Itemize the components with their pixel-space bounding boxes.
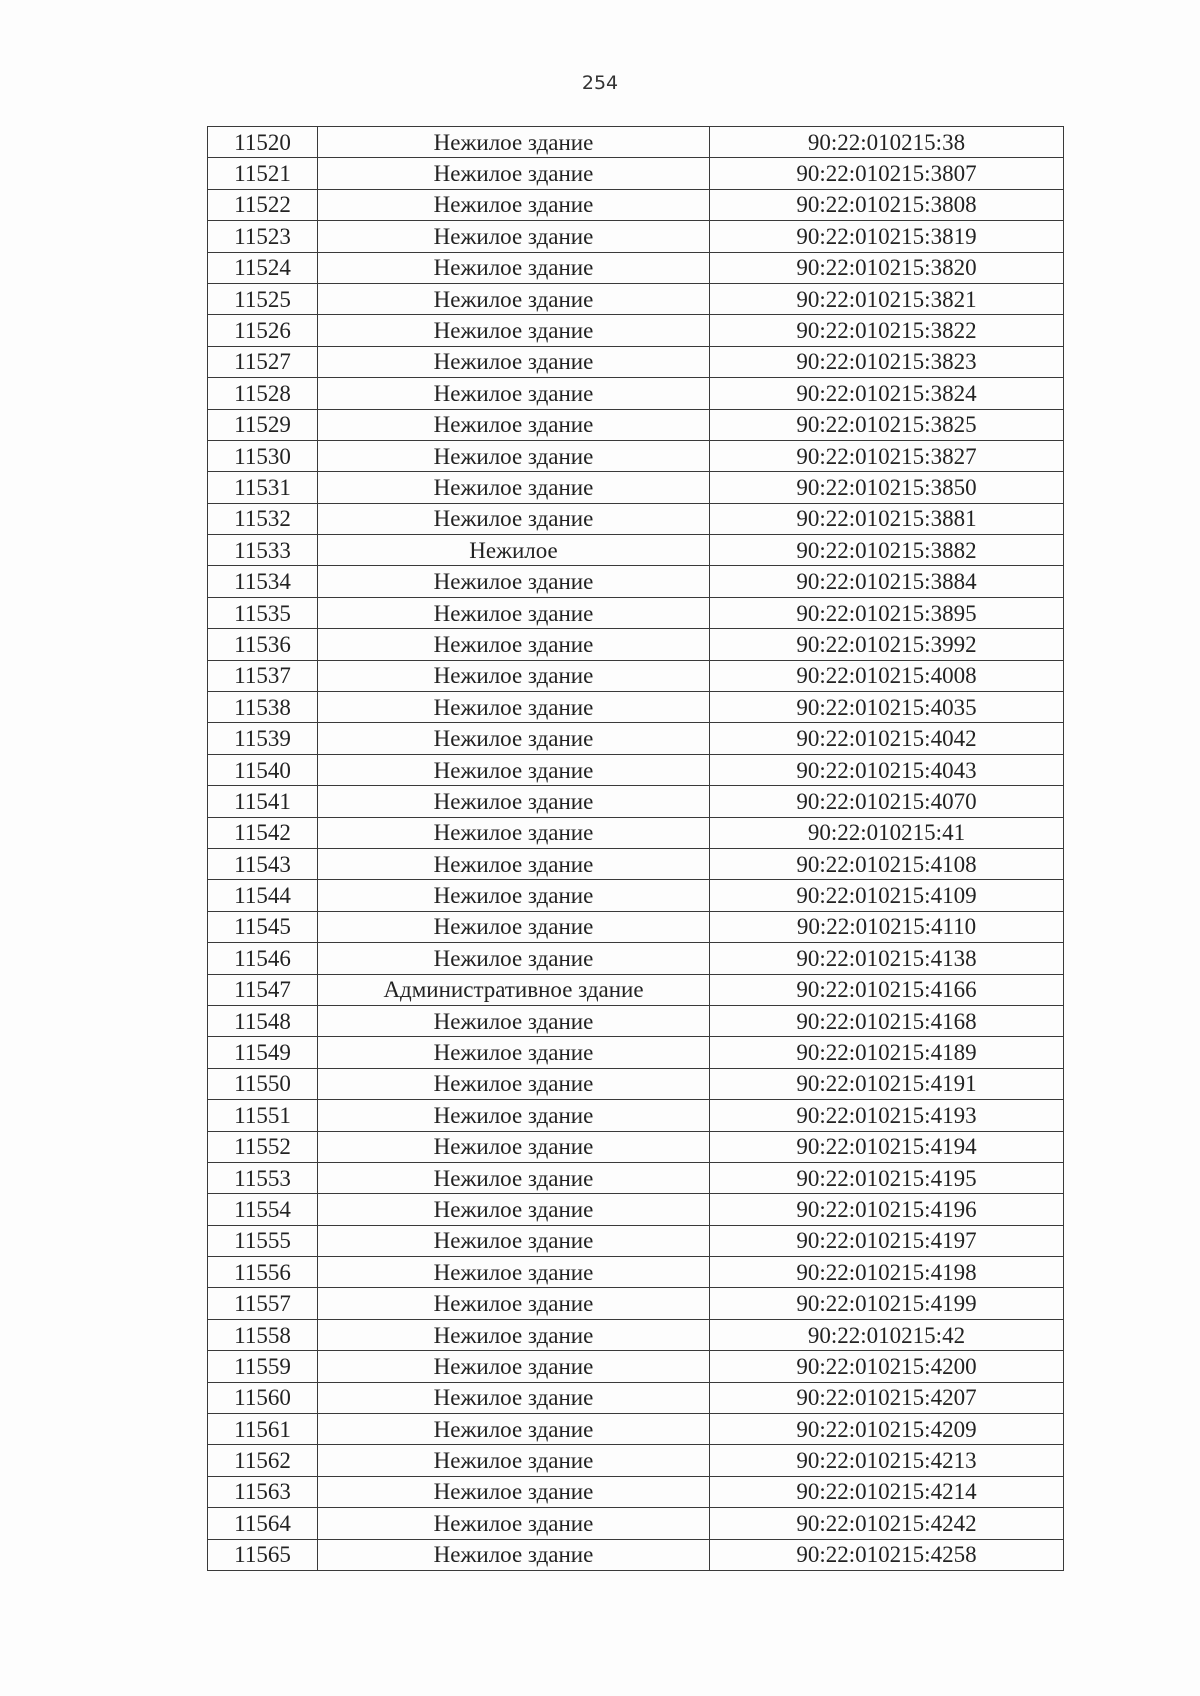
- table-row: [208, 252, 1064, 283]
- row-number-cell: 11551: [208, 1100, 318, 1131]
- table-row: [208, 315, 1064, 346]
- object-name-cell: Нежилое здание: [318, 1037, 710, 1068]
- object-name-cell: Нежилое здание: [318, 346, 710, 377]
- cadastral-number-cell: 90:22:010215:3821: [710, 283, 1064, 314]
- cadastral-number-cell: 90:22:010215:3850: [710, 472, 1064, 503]
- cadastral-number-cell: 90:22:010215:3882: [710, 535, 1064, 566]
- table-row: [208, 378, 1064, 409]
- object-name-cell: Нежилое здание: [318, 252, 710, 283]
- row-number-cell: 11522: [208, 189, 318, 220]
- object-name-cell: Административное здание: [318, 974, 710, 1005]
- row-number-cell: 11553: [208, 1162, 318, 1193]
- cadastral-number-cell: 90:22:010215:4189: [710, 1037, 1064, 1068]
- table-row: [208, 1288, 1064, 1319]
- table-row: [208, 189, 1064, 220]
- cadastral-number-cell: 90:22:010215:4213: [710, 1445, 1064, 1476]
- object-name-cell: Нежилое здание: [318, 440, 710, 471]
- table-row: [208, 566, 1064, 597]
- row-number-cell: 11527: [208, 346, 318, 377]
- cadastral-number-cell: 90:22:010215:3822: [710, 315, 1064, 346]
- cadastral-number-cell: 90:22:010215:4035: [710, 692, 1064, 723]
- cadastral-number-cell: 90:22:010215:3884: [710, 566, 1064, 597]
- registry-table-body: [208, 127, 1064, 1571]
- object-name-cell: Нежилое здание: [318, 848, 710, 879]
- row-number-cell: 11528: [208, 378, 318, 409]
- table-row: [208, 629, 1064, 660]
- object-name-cell: Нежилое здание: [318, 786, 710, 817]
- page-number: 254: [581, 72, 619, 94]
- table-row: [208, 346, 1064, 377]
- object-name-cell: Нежилое здание: [318, 817, 710, 848]
- cadastral-number-cell: 90:22:010215:3824: [710, 378, 1064, 409]
- row-number-cell: 11542: [208, 817, 318, 848]
- object-name-cell: Нежилое здание: [318, 1194, 710, 1225]
- row-number-cell: 11563: [208, 1476, 318, 1507]
- table-row: [208, 1131, 1064, 1162]
- table-row: [208, 1476, 1064, 1507]
- row-number-cell: 11557: [208, 1288, 318, 1319]
- row-number-cell: 11559: [208, 1351, 318, 1382]
- cadastral-number-cell: 90:22:010215:4008: [710, 660, 1064, 691]
- table-row: [208, 723, 1064, 754]
- cadastral-number-cell: 90:22:010215:4207: [710, 1382, 1064, 1413]
- table-row: [208, 1445, 1064, 1476]
- row-number-cell: 11554: [208, 1194, 318, 1225]
- table-row: [208, 911, 1064, 942]
- cadastral-number-cell: 90:22:010215:41: [710, 817, 1064, 848]
- row-number-cell: 11537: [208, 660, 318, 691]
- registry-table: [207, 126, 1064, 1571]
- row-number-cell: 11552: [208, 1131, 318, 1162]
- table-row: [208, 535, 1064, 566]
- row-number-cell: 11524: [208, 252, 318, 283]
- table-row: [208, 848, 1064, 879]
- table-row: [208, 127, 1064, 158]
- object-name-cell: Нежилое здание: [318, 1539, 710, 1570]
- table-row: [208, 1539, 1064, 1570]
- cadastral-number-cell: 90:22:010215:4138: [710, 943, 1064, 974]
- table-row: [208, 283, 1064, 314]
- object-name-cell: Нежилое здание: [318, 723, 710, 754]
- row-number-cell: 11533: [208, 535, 318, 566]
- cadastral-number-cell: 90:22:010215:4209: [710, 1414, 1064, 1445]
- table-row: [208, 1068, 1064, 1099]
- object-name-cell: Нежилое здание: [318, 754, 710, 785]
- cadastral-number-cell: 90:22:010215:4110: [710, 911, 1064, 942]
- row-number-cell: 11523: [208, 221, 318, 252]
- table-row: [208, 692, 1064, 723]
- object-name-cell: Нежилое здание: [318, 1225, 710, 1256]
- row-number-cell: 11562: [208, 1445, 318, 1476]
- table-row: [208, 786, 1064, 817]
- table-row: [208, 1257, 1064, 1288]
- table-row: [208, 1005, 1064, 1036]
- table-row: [208, 1162, 1064, 1193]
- cadastral-number-cell: 90:22:010215:4200: [710, 1351, 1064, 1382]
- row-number-cell: 11520: [208, 127, 318, 158]
- cadastral-number-cell: 90:22:010215:4109: [710, 880, 1064, 911]
- table-row: [208, 1037, 1064, 1068]
- row-number-cell: 11539: [208, 723, 318, 754]
- object-name-cell: Нежилое здание: [318, 1382, 710, 1413]
- row-number-cell: 11536: [208, 629, 318, 660]
- object-name-cell: Нежилое здание: [318, 189, 710, 220]
- object-name-cell: Нежилое здание: [318, 1162, 710, 1193]
- table-row: [208, 472, 1064, 503]
- table-row: [208, 943, 1064, 974]
- row-number-cell: 11534: [208, 566, 318, 597]
- row-number-cell: 11546: [208, 943, 318, 974]
- object-name-cell: Нежилое здание: [318, 1257, 710, 1288]
- row-number-cell: 11543: [208, 848, 318, 879]
- cadastral-number-cell: 90:22:010215:4214: [710, 1476, 1064, 1507]
- row-number-cell: 11540: [208, 754, 318, 785]
- row-number-cell: 11529: [208, 409, 318, 440]
- row-number-cell: 11564: [208, 1508, 318, 1539]
- table-row: [208, 817, 1064, 848]
- object-name-cell: Нежилое здание: [318, 472, 710, 503]
- row-number-cell: 11565: [208, 1539, 318, 1570]
- object-name-cell: Нежилое здание: [318, 566, 710, 597]
- cadastral-number-cell: 90:22:010215:4191: [710, 1068, 1064, 1099]
- row-number-cell: 11531: [208, 472, 318, 503]
- object-name-cell: Нежилое здание: [318, 1100, 710, 1131]
- object-name-cell: Нежилое здание: [318, 597, 710, 628]
- table-row: [208, 221, 1064, 252]
- cadastral-number-cell: 90:22:010215:4193: [710, 1100, 1064, 1131]
- object-name-cell: Нежилое здание: [318, 1319, 710, 1350]
- object-name-cell: Нежилое здание: [318, 629, 710, 660]
- cadastral-number-cell: 90:22:010215:38: [710, 127, 1064, 158]
- table-row: [208, 440, 1064, 471]
- row-number-cell: 11545: [208, 911, 318, 942]
- row-number-cell: 11556: [208, 1257, 318, 1288]
- table-row: [208, 754, 1064, 785]
- object-name-cell: Нежилое здание: [318, 158, 710, 189]
- table-row: [208, 1194, 1064, 1225]
- row-number-cell: 11558: [208, 1319, 318, 1350]
- cadastral-number-cell: 90:22:010215:3820: [710, 252, 1064, 283]
- row-number-cell: 11541: [208, 786, 318, 817]
- table-row: [208, 660, 1064, 691]
- cadastral-number-cell: 90:22:010215:3808: [710, 189, 1064, 220]
- table-row: [208, 597, 1064, 628]
- row-number-cell: 11548: [208, 1005, 318, 1036]
- table-row: [208, 1508, 1064, 1539]
- cadastral-number-cell: 90:22:010215:4043: [710, 754, 1064, 785]
- row-number-cell: 11530: [208, 440, 318, 471]
- row-number-cell: 11547: [208, 974, 318, 1005]
- object-name-cell: Нежилое здание: [318, 1508, 710, 1539]
- table-row: [208, 880, 1064, 911]
- cadastral-number-cell: 90:22:010215:3807: [710, 158, 1064, 189]
- object-name-cell: Нежилое здание: [318, 1351, 710, 1382]
- table-row: [208, 503, 1064, 534]
- object-name-cell: Нежилое здание: [318, 1288, 710, 1319]
- object-name-cell: Нежилое здание: [318, 1414, 710, 1445]
- table-row: [208, 409, 1064, 440]
- row-number-cell: 11532: [208, 503, 318, 534]
- cadastral-number-cell: 90:22:010215:4166: [710, 974, 1064, 1005]
- cadastral-number-cell: 90:22:010215:42: [710, 1319, 1064, 1350]
- row-number-cell: 11544: [208, 880, 318, 911]
- table-row: [208, 1351, 1064, 1382]
- object-name-cell: Нежилое здание: [318, 1005, 710, 1036]
- row-number-cell: 11526: [208, 315, 318, 346]
- table-row: [208, 158, 1064, 189]
- row-number-cell: 11555: [208, 1225, 318, 1256]
- cadastral-number-cell: 90:22:010215:4258: [710, 1539, 1064, 1570]
- cadastral-number-cell: 90:22:010215:4198: [710, 1257, 1064, 1288]
- row-number-cell: 11549: [208, 1037, 318, 1068]
- row-number-cell: 11525: [208, 283, 318, 314]
- cadastral-number-cell: 90:22:010215:3825: [710, 409, 1064, 440]
- cadastral-number-cell: 90:22:010215:3881: [710, 503, 1064, 534]
- row-number-cell: 11535: [208, 597, 318, 628]
- object-name-cell: Нежилое здание: [318, 283, 710, 314]
- cadastral-number-cell: 90:22:010215:4168: [710, 1005, 1064, 1036]
- table-row: [208, 1319, 1064, 1350]
- cadastral-number-cell: 90:22:010215:4194: [710, 1131, 1064, 1162]
- table-row: [208, 1100, 1064, 1131]
- row-number-cell: 11560: [208, 1382, 318, 1413]
- object-name-cell: Нежилое здание: [318, 503, 710, 534]
- object-name-cell: Нежилое здание: [318, 127, 710, 158]
- object-name-cell: Нежилое здание: [318, 660, 710, 691]
- object-name-cell: Нежилое здание: [318, 1445, 710, 1476]
- object-name-cell: Нежилое здание: [318, 378, 710, 409]
- cadastral-number-cell: 90:22:010215:4196: [710, 1194, 1064, 1225]
- row-number-cell: 11538: [208, 692, 318, 723]
- table-row: [208, 1225, 1064, 1256]
- object-name-cell: Нежилое здание: [318, 221, 710, 252]
- cadastral-number-cell: 90:22:010215:3895: [710, 597, 1064, 628]
- cadastral-number-cell: 90:22:010215:3827: [710, 440, 1064, 471]
- row-number-cell: 11561: [208, 1414, 318, 1445]
- cadastral-number-cell: 90:22:010215:3823: [710, 346, 1064, 377]
- object-name-cell: Нежилое здание: [318, 1131, 710, 1162]
- cadastral-number-cell: 90:22:010215:4070: [710, 786, 1064, 817]
- object-name-cell: Нежилое здание: [318, 1068, 710, 1099]
- cadastral-number-cell: 90:22:010215:4195: [710, 1162, 1064, 1193]
- row-number-cell: 11550: [208, 1068, 318, 1099]
- table-row: [208, 1414, 1064, 1445]
- table-row: [208, 974, 1064, 1005]
- object-name-cell: Нежилое: [318, 535, 710, 566]
- cadastral-number-cell: 90:22:010215:4242: [710, 1508, 1064, 1539]
- object-name-cell: Нежилое здание: [318, 315, 710, 346]
- object-name-cell: Нежилое здание: [318, 911, 710, 942]
- object-name-cell: Нежилое здание: [318, 1476, 710, 1507]
- table-row: [208, 1382, 1064, 1413]
- cadastral-number-cell: 90:22:010215:4108: [710, 848, 1064, 879]
- object-name-cell: Нежилое здание: [318, 943, 710, 974]
- row-number-cell: 11521: [208, 158, 318, 189]
- object-name-cell: Нежилое здание: [318, 880, 710, 911]
- object-name-cell: Нежилое здание: [318, 692, 710, 723]
- cadastral-number-cell: 90:22:010215:3992: [710, 629, 1064, 660]
- cadastral-number-cell: 90:22:010215:4042: [710, 723, 1064, 754]
- object-name-cell: Нежилое здание: [318, 409, 710, 440]
- cadastral-number-cell: 90:22:010215:3819: [710, 221, 1064, 252]
- cadastral-number-cell: 90:22:010215:4199: [710, 1288, 1064, 1319]
- cadastral-number-cell: 90:22:010215:4197: [710, 1225, 1064, 1256]
